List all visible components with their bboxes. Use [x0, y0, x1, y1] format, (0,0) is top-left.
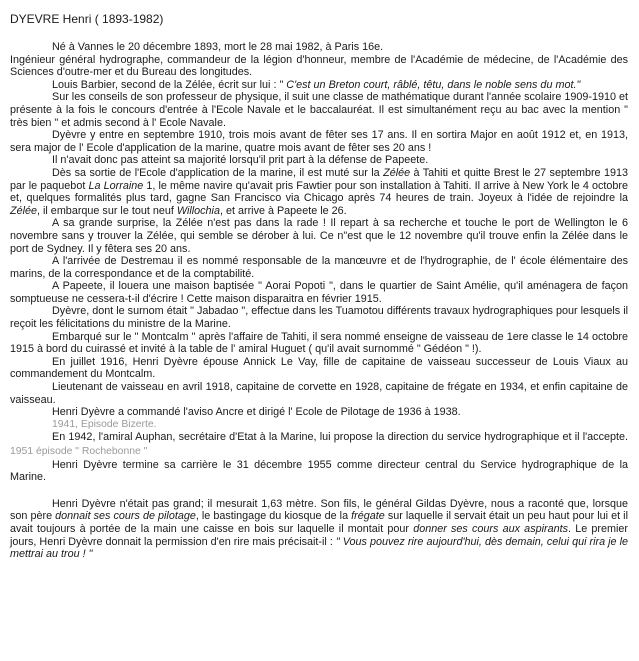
anecdote-italic-1: donnait ses cours de pilotage	[55, 510, 196, 523]
ship-name-zelee-2: Zélée	[10, 204, 38, 217]
voyage-text-e: , et arrive à Papeete le 26.	[219, 204, 347, 217]
ecole-navale-paragraph: Dyèvre y entre en septembre 1910, trois mois avant de fêter ses 17 ans. Il en sortira Major en août 1912 et, en 1913, sera major de l' Ecole d'application de la marine, quatre mois avant de fêter ses 20 ans !	[10, 129, 628, 154]
marriage-paragraph: En juillet 1916, Henri Dyèvre épouse Annick Le Vay, fille de capitaine de vaisseau successeur de Louis Viaux au commandement du Montcalm.	[10, 355, 628, 381]
retirement-paragraph: Henri Dyèvre termine sa carrière le 31 décembre 1955 comme directeur central du Service hydrographique de la Marine.	[10, 458, 628, 484]
anecdote-quote: " Vous pouvez rire aujourd'hui, dès demain, celui qui rira je le mettrai au trou ! "	[10, 535, 628, 561]
career-paragraph: Lieutenant de vaisseau en avril 1918, capitaine de corvette en 1928, capitaine de frégate en 1934, et enfin capitaine de vaisseau.	[10, 381, 628, 406]
barbier-lead: Louis Barbier, second de la Zélée, écrit sur lui : "	[52, 78, 284, 91]
titles-paragraph: Ingénieur général hydrographe, commandeur de la légion d'honneur, membre de l'Académie de médecine, de l'Académie des Sciences d'outre-mer et du Bureau des longitudes.	[10, 53, 628, 79]
majority-paragraph: Il n'avait donc pas atteint sa majorité lorsqu'il prit part à la défense de Papeete.	[52, 154, 429, 167]
papeete-house-paragraph: A Papeete, il louera une maison baptisée " Aorai Popoti ", dans le quartier de Saint Amélie, qu'il aménagera de façon somptueuse ne cessera-t-il d'écrire ! Cette maison disparaitra en février 1915.	[10, 280, 628, 305]
anecdote-italic-3: donner ses cours aux aspirants	[413, 522, 568, 535]
destremau-paragraph: A l'arrivée de Destremau il es nommé responsable de la manœuvre et de l'hydrographie, de l' école élémentaire des marins, de la correspondance et de la comptabilité.	[10, 255, 628, 280]
studies-paragraph: Sur les conseils de son professeur de physique, il suit une classe de mathématique durant l'année scolaire 1909-1910 et présente à la fois le concours d'entrée à l'Ecole Navale et le baccalauréat. Il est simultanément reçu au bac avec la mention " très bien " et admis second à l' Ecole Navale.	[10, 91, 628, 129]
voyage-text-c: 1, le même navire qu'avait pris Fawtier pour son installation à Tahiti. Il arrive à New York le 4 octobre et, quelques formalités plus tard, gagne San Francisco via Chicago après 74 heures de train. Joyeux à l'idée de rejoindre la	[10, 179, 628, 205]
anecdote-italic-2: frégate	[351, 510, 385, 523]
voyage-text-d: , il embarque sur le tout neuf	[37, 204, 177, 217]
auphan-paragraph	[10, 431, 628, 458]
search-zelee-paragraph: A sa grande surprise, la Zélée n'est pas dans la rade ! Il repart à sa recherche et touche le port de Wellington le 6 novembre sans y trouver la Zélée, qui semble se dérober à lui. Ce n"est que le 12 novembre qu'il trouve enfin la Zélée dans le port de Sydney. Il y fêtera ses 20 ans.	[10, 217, 628, 255]
barbier-quote: C'est un Breton court, râblé, têtu, dans le noble sens du mot."	[283, 78, 581, 91]
barbier-quote-paragraph	[10, 79, 628, 92]
montcalm-paragraph: Embarqué sur le " Montcalm " après l'affaire de Tahiti, il sera nommé enseigne de vaisseau de 1ere classe le 14 octobre 1915 à bord du cuirassé et invité à la table de l' amiral Huguet ( qu'il avait surnommé " Gédéon " !).	[10, 330, 628, 356]
rochebonne-note: 1951 épisode " Rochebonne "	[10, 446, 148, 457]
anecdote-text-c: sur laquelle il servait était un peu haut pour lui et il avait toujours à portée de la main une caisse en bois sur laquelle il montait pour	[10, 510, 628, 535]
ship-name-lorraine: La Lorraine	[88, 179, 144, 192]
page-title: DYEVRE Henri ( 1893-1982)	[10, 12, 164, 26]
anecdote-text-a: Henri Dyèvre n'était pas grand; il mesurait 1,63 mètre. Son fils, le général Gildas Dyèvre, nous a raconté que, lorsque son père	[10, 497, 628, 523]
biography-document	[10, 12, 628, 561]
birth-death-line: Né à Vannes le 20 décembre 1893, mort le 28 mai 1982, à Paris 16e.	[52, 41, 384, 53]
voyage-text-a: Dès sa sortie de l'Ecole d'application de la marine, il est muté sur la	[52, 166, 384, 179]
voyage-paragraph	[10, 167, 628, 217]
ship-name-willochia: Willochia	[176, 204, 220, 217]
anecdote-paragraph	[10, 498, 628, 561]
anecdote-text-b: , le bastingage du kiosque de la	[195, 510, 352, 523]
voyage-text-b: à Tahiti et quitte Brest le 27 septembre 1913 par le paquebot	[10, 166, 628, 192]
auphan-text: En 1942, l'amiral Auphan, secrétaire d'Etat à la Marine, lui propose la direction du service hydrographique et il l'accepte.	[52, 431, 628, 444]
ship-name-zelee: Zélée	[383, 166, 411, 179]
anecdote-text-d: . Le premier jours, Henri Dyèvre donnait la permission d'en rire mais précisait-il :	[10, 522, 628, 548]
pilotage-paragraph: Henri Dyèvre a commandé l'aviso Ancre et dirigé l' Ecole de Pilotage de 1936 à 1938.	[52, 406, 461, 419]
jabadao-paragraph: Dyèvre, dont le surnom était " Jabadao ", effectue dans les Tuamotou différents travaux hydrographiques pour lesquels il reçoit les félicitations du ministre de la Marine.	[10, 305, 628, 331]
bizerte-note: 1941, Episode Bizerte.	[52, 418, 157, 430]
